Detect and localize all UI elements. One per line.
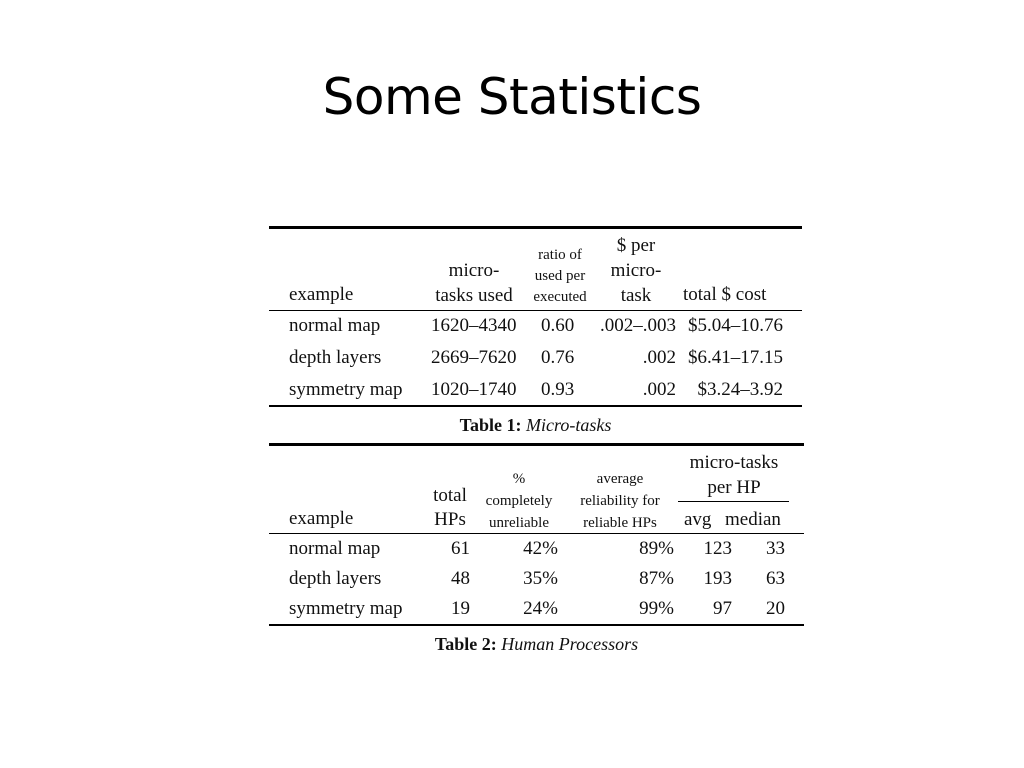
table2-row1-median: 33 xyxy=(766,538,785,559)
table1-row3-ratio: 0.93 xyxy=(541,379,575,400)
table2-row1-example: normal map xyxy=(289,538,381,559)
table1-row3-micro: 1020–1740 xyxy=(431,379,517,400)
table1-row2-total: $6.41–17.15 xyxy=(688,347,783,368)
table1-header-ratio: ratio of used per executed xyxy=(533,247,587,305)
table2-row2-avg: 193 xyxy=(703,568,732,589)
table2-row1-reliability: 89% xyxy=(639,538,674,559)
table1-row3-per: .002 xyxy=(642,379,676,400)
table2-header-pct-unreliable: % completely unreliable xyxy=(485,471,553,531)
table1-top-rule xyxy=(269,226,802,229)
table2-row2-median: 63 xyxy=(766,568,785,589)
table2-row1-avg: 123 xyxy=(703,538,732,559)
table1-row2-micro: 2669–7620 xyxy=(431,347,517,368)
table2-header-rule xyxy=(269,533,804,534)
table1-bottom-rule xyxy=(269,405,802,407)
table1-row3-example: symmetry map xyxy=(289,379,403,400)
table1-row1-total: $5.04–10.76 xyxy=(688,315,783,336)
table1-row1-ratio: 0.60 xyxy=(541,315,575,336)
table2-group-rule xyxy=(678,501,789,502)
table2-header-avg-reliability: average reliability for reliable HPs xyxy=(580,471,660,531)
table2-row3-pct: 24% xyxy=(523,598,558,619)
table1-header-rule xyxy=(269,310,802,311)
table1-row1-example: normal map xyxy=(289,315,381,336)
table2-row3-median: 20 xyxy=(766,598,785,619)
table2-row3-total: 19 xyxy=(451,598,470,619)
table1-caption: Table 1: Micro-tasks xyxy=(459,415,612,435)
table2-header-avg: avg xyxy=(684,509,712,530)
table2-row2-total: 48 xyxy=(451,568,470,589)
table1-row2-per: .002 xyxy=(642,347,676,368)
table1-row1-per: .002–.003 xyxy=(600,315,676,336)
table2-bottom-rule xyxy=(269,624,804,626)
table2-caption: Table 2: Human Processors xyxy=(434,634,639,654)
table2-row3-reliability: 99% xyxy=(639,598,674,619)
table2-row2-pct: 35% xyxy=(523,568,558,589)
table1-header-total-cost: total $ cost xyxy=(683,284,767,305)
table2-top-rule xyxy=(269,443,804,446)
table2-row2-reliability: 87% xyxy=(639,568,674,589)
table1-row2-example: depth layers xyxy=(289,347,382,368)
table2-row2-example: depth layers xyxy=(289,568,382,589)
table2-row3-avg: 97 xyxy=(713,598,732,619)
table1-row3-total: $3.24–3.92 xyxy=(697,379,783,400)
slide-title: Some Statistics xyxy=(322,68,702,126)
table2-header-example: example xyxy=(289,508,354,529)
table2-header-group-micro-tasks: micro-tasks per HP xyxy=(689,452,779,498)
table2-header-total-hps: total HPs xyxy=(433,485,467,530)
table1-row1-micro: 1620–4340 xyxy=(431,315,517,336)
table1-row2-ratio: 0.76 xyxy=(541,347,575,368)
table2-row3-example: symmetry map xyxy=(289,598,403,619)
table2-row1-total: 61 xyxy=(451,538,470,559)
table2-row1-pct: 42% xyxy=(523,538,558,559)
table1-header-example: example xyxy=(289,284,354,305)
table2-header-median: median xyxy=(725,509,781,530)
table1-header-cost-per-task: $ per micro- task xyxy=(610,235,662,306)
table1-header-micro-tasks: micro- tasks used xyxy=(435,260,513,306)
